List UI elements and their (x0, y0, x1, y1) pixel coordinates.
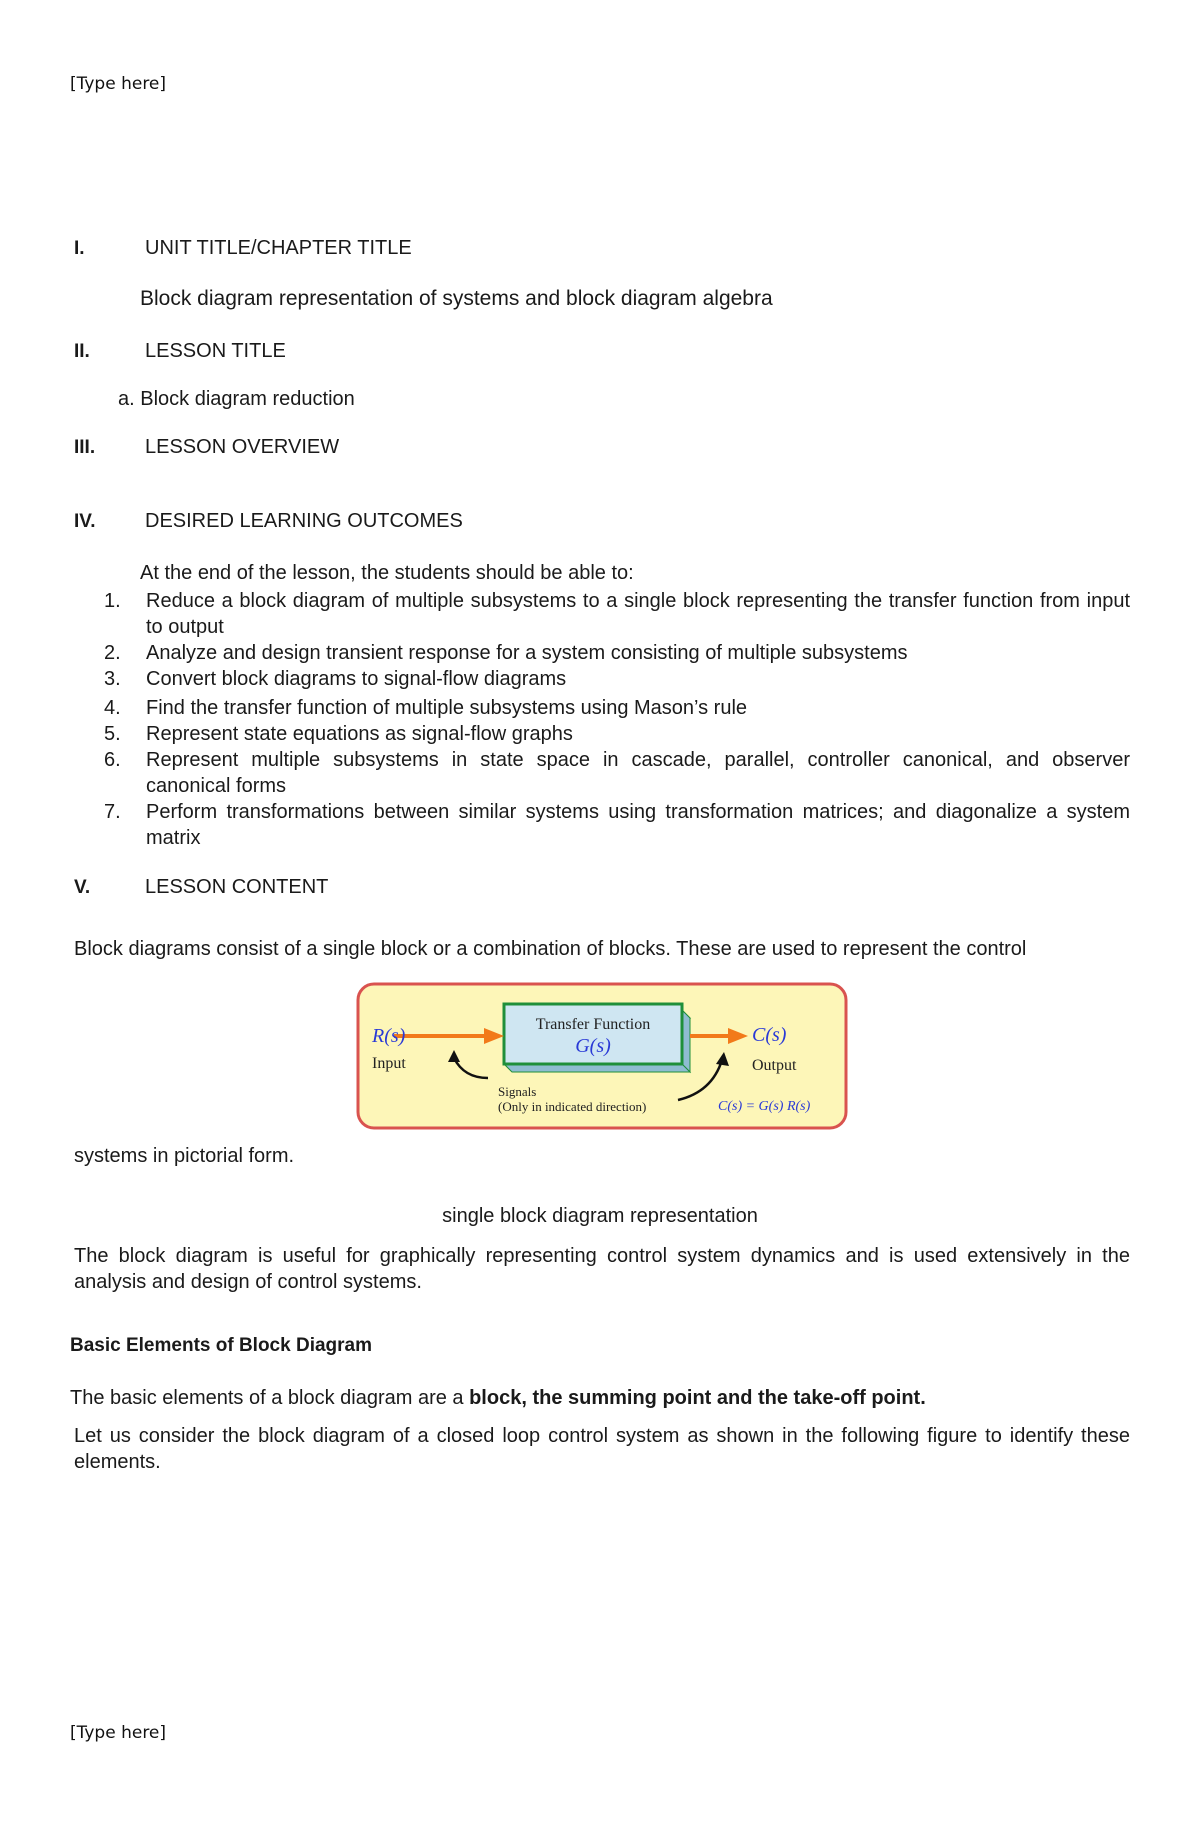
input-symbol: R(s) (372, 1025, 406, 1047)
list-item: 6. Represent multiple subsystems in state space in cascade, parallel, controller canonical, and observer canonical forms (104, 749, 1130, 797)
section-title: LESSON CONTENT (145, 876, 329, 898)
section-lesson-title (74, 339, 286, 365)
outcomes-intro: At the end of the lesson, the students should be able to: (140, 562, 634, 584)
content-paragraph-continued: systems in pictorial form. (74, 1145, 295, 1167)
section-number: II. (74, 341, 90, 362)
output-symbol: C(s) (752, 1024, 787, 1046)
section-heading: Basic Elements of Block Diagram (70, 1335, 372, 1356)
list-item: 1. Reduce a block diagram of multiple subsystems to a single block representing the transfer function from input to output (104, 590, 1130, 638)
list-item: 7. Perform transformations between similar systems using transformation matrices; and diagonalize a system matrix (104, 801, 1130, 849)
paragraph-bold-text: block, the summing point and the take-off point. (469, 1387, 926, 1409)
block-diagram-figure (356, 982, 848, 1130)
list-item: 5. Represent state equations as signal-flow graphs (104, 723, 573, 745)
lesson-title-body: a. Block diagram reduction (118, 388, 355, 410)
section-number: III. (74, 437, 96, 458)
content-paragraph: Let us consider the block diagram of a closed loop control system as shown in the following figure to identify these elements. (74, 1425, 1130, 1473)
section-title: LESSON TITLE (145, 340, 286, 362)
section-number: I. (74, 238, 85, 259)
section-unit-title (74, 236, 412, 262)
output-label: Output (752, 1057, 797, 1074)
signals-label: Signals (498, 1084, 537, 1099)
content-paragraph: Block diagrams consist of a single block or a combination of blocks. These are used to represent the control (74, 938, 1027, 960)
section-number: V. (74, 877, 91, 898)
section-title: LESSON OVERVIEW (145, 436, 340, 458)
content-paragraph: The block diagram is useful for graphically representing control system dynamics and is used extensively in the analysis and design of control systems. (74, 1245, 1130, 1293)
section-title: UNIT TITLE/CHAPTER TITLE (145, 237, 412, 259)
list-item: 2. Analyze and design transient response for a system consisting of multiple subsystems (104, 642, 908, 664)
unit-title-body: Block diagram representation of systems and block diagram algebra (140, 287, 773, 310)
input-label: Input (372, 1055, 406, 1072)
content-paragraph (70, 1385, 1126, 1411)
section-learning-outcomes (74, 509, 463, 535)
figure-caption: single block diagram representation (442, 1205, 758, 1227)
section-lesson-content (74, 875, 328, 901)
block-symbol: G(s) (575, 1035, 611, 1057)
figure-equation: C(s) = G(s) R(s) (718, 1099, 811, 1114)
section-number: IV. (74, 511, 96, 532)
page-header: [Type here] (70, 74, 167, 94)
section-title: DESIRED LEARNING OUTCOMES (145, 510, 463, 532)
page-footer: [Type here] (70, 1723, 167, 1743)
signals-note: (Only in indicated direction) (498, 1099, 647, 1114)
list-item: 3. Convert block diagrams to signal-flow diagrams (104, 668, 567, 690)
list-item: 4. Find the transfer function of multiple subsystems using Mason’s rule (104, 697, 748, 719)
section-lesson-overview (74, 435, 339, 461)
paragraph-text: The basic elements of a block diagram are a (70, 1387, 470, 1409)
outcomes-list (74, 588, 1130, 851)
block-title: Transfer Function (535, 1016, 651, 1033)
